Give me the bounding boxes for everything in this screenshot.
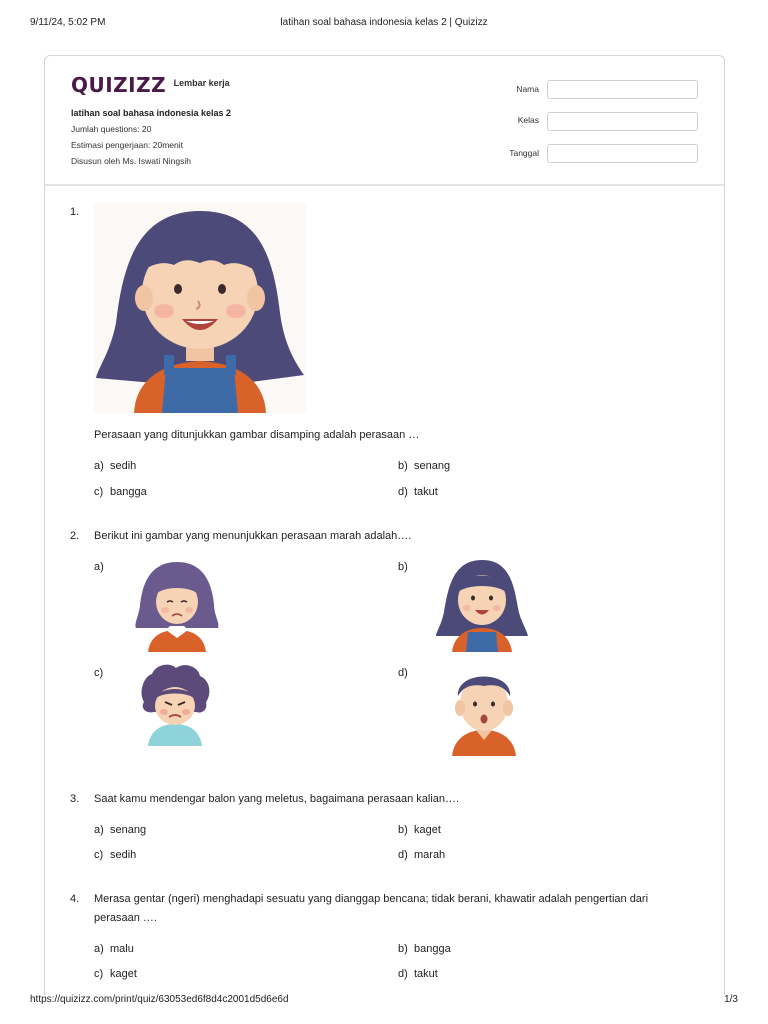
option-text: senang bbox=[110, 824, 147, 836]
date-label: Tanggal bbox=[509, 148, 539, 158]
question-3-option-d[interactable] bbox=[398, 849, 445, 861]
question-2-text: Berikut ini gambar yang menunjukkan perasaan marah adalah…. bbox=[94, 530, 412, 542]
question-2-option-a[interactable] bbox=[94, 561, 110, 573]
option-letter: b) bbox=[398, 561, 408, 573]
question-2-option-c[interactable] bbox=[94, 667, 110, 679]
print-header bbox=[30, 17, 738, 31]
worksheet-header bbox=[45, 56, 724, 186]
question-4-text-line-2: perasaan …. bbox=[94, 912, 157, 924]
option-letter: b) bbox=[398, 460, 408, 472]
option-letter: c) bbox=[94, 667, 104, 679]
worksheet-label: Lembar kerja bbox=[173, 78, 230, 88]
option-text: bangga bbox=[110, 486, 147, 498]
sad-girl-illustration bbox=[134, 556, 220, 652]
class-label: Kelas bbox=[517, 115, 539, 125]
option-text: kaget bbox=[414, 824, 441, 836]
question-4-text-line-1: Merasa gentar (ngeri) menghadapi sesuatu yang dianggap bencana; tidak berani, khawatir adalah pengertian dari bbox=[94, 893, 649, 905]
quiz-title: latihan soal bahasa indonesia kelas 2 bbox=[71, 108, 232, 118]
question-3-option-c[interactable] bbox=[94, 849, 136, 861]
option-text: bangga bbox=[414, 943, 451, 955]
option-letter: d) bbox=[398, 849, 408, 861]
question-4-option-c[interactable] bbox=[94, 968, 137, 980]
option-text: senang bbox=[414, 460, 451, 472]
option-letter: a) bbox=[94, 824, 104, 836]
question-3-option-a[interactable] bbox=[94, 824, 146, 836]
page-number: 1/3 bbox=[724, 994, 738, 1005]
option-letter: d) bbox=[398, 968, 408, 980]
date-field[interactable] bbox=[547, 144, 698, 163]
print-title: latihan soal bahasa indonesia kelas 2 | Quizizz bbox=[280, 17, 488, 28]
option-text: sedih bbox=[110, 849, 137, 861]
question-2-number: 2. bbox=[70, 530, 80, 542]
quizizz-logo: QUIZIZZ bbox=[71, 73, 167, 97]
question-count: Jumlah questions: 20 bbox=[71, 124, 152, 134]
question-1-text: Perasaan yang ditunjukkan gambar disamping adalah perasaan … bbox=[94, 429, 420, 441]
option-text: takut bbox=[414, 968, 438, 980]
question-2-option-b[interactable] bbox=[398, 561, 414, 573]
option-text: marah bbox=[414, 849, 446, 861]
question-1-number: 1. bbox=[70, 206, 80, 218]
option-letter: d) bbox=[398, 486, 408, 498]
happy-girl-small-illustration bbox=[434, 556, 530, 652]
option-letter: b) bbox=[398, 943, 408, 955]
happy-girl-illustration bbox=[94, 203, 306, 413]
option-letter: a) bbox=[94, 460, 104, 472]
surprised-boy-illustration bbox=[446, 660, 522, 756]
print-url: https://quizizz.com/print/quiz/63053ed6f8d4c2001d5d6e6d bbox=[30, 994, 289, 1005]
logo-row bbox=[71, 73, 230, 97]
option-letter: c) bbox=[94, 486, 104, 498]
question-4-option-a[interactable] bbox=[94, 943, 134, 955]
question-2-option-d[interactable] bbox=[398, 667, 414, 679]
angry-child-illustration bbox=[138, 662, 212, 746]
estimated-time: Estimasi pengerjaan: 20menit bbox=[71, 140, 183, 150]
name-label: Nama bbox=[516, 84, 539, 94]
question-4-option-d[interactable] bbox=[398, 968, 438, 980]
option-letter: c) bbox=[94, 968, 104, 980]
option-letter: a) bbox=[94, 561, 104, 573]
print-datetime: 9/11/24, 5:02 PM bbox=[30, 17, 106, 28]
question-4-option-b[interactable] bbox=[398, 943, 451, 955]
question-3-option-b[interactable] bbox=[398, 824, 441, 836]
worksheet bbox=[44, 55, 725, 995]
option-letter: c) bbox=[94, 849, 104, 861]
question-4-number: 4. bbox=[70, 893, 80, 905]
author: Disusun oleh Ms. Iswati Ningsih bbox=[71, 156, 191, 166]
option-text: kaget bbox=[110, 968, 137, 980]
option-text: malu bbox=[110, 943, 134, 955]
question-1-option-c[interactable] bbox=[94, 486, 147, 498]
name-field[interactable] bbox=[547, 80, 698, 99]
question-3-number: 3. bbox=[70, 793, 80, 805]
question-3-text: Saat kamu mendengar balon yang meletus, bagaimana perasaan kalian…. bbox=[94, 793, 460, 805]
option-letter: b) bbox=[398, 824, 408, 836]
class-field[interactable] bbox=[547, 112, 698, 131]
question-1-option-d[interactable] bbox=[398, 486, 438, 498]
option-text: sedih bbox=[110, 460, 137, 472]
question-1-option-a[interactable] bbox=[94, 460, 136, 472]
option-letter: a) bbox=[94, 943, 104, 955]
option-letter: d) bbox=[398, 667, 408, 679]
question-1-option-b[interactable] bbox=[398, 460, 450, 472]
option-text: takut bbox=[414, 486, 438, 498]
